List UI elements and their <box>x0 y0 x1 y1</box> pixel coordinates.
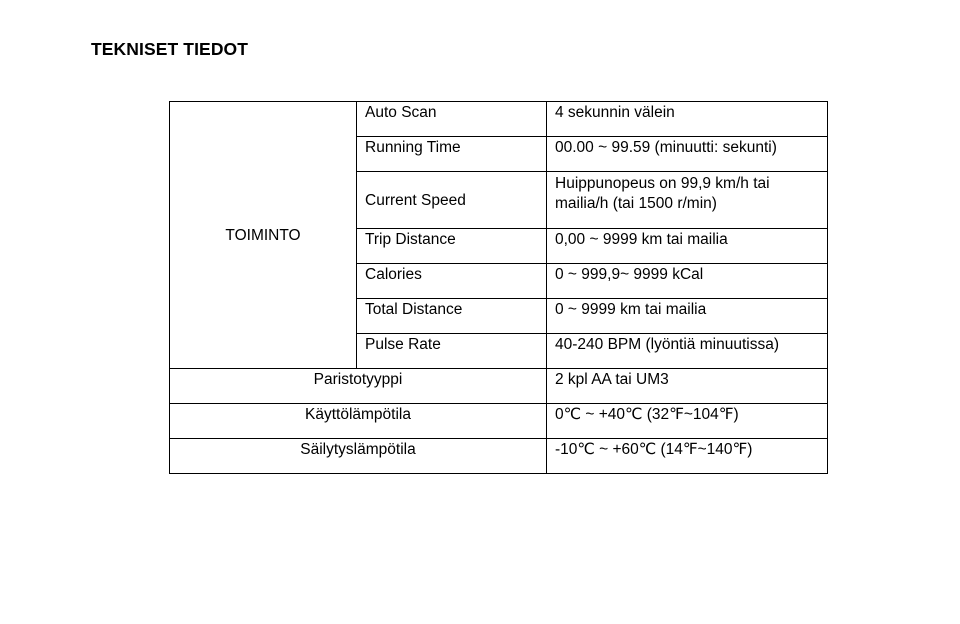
function-name-cell: Auto Scan <box>357 102 547 137</box>
function-value-cell: 0 ~ 9999 km tai mailia <box>547 299 828 334</box>
function-name-cell: Calories <box>357 264 547 299</box>
table-row <box>170 102 828 137</box>
function-name-cell: Current Speed <box>357 172 547 229</box>
function-name-cell: Pulse Rate <box>357 334 547 369</box>
spec-name-cell: Käyttölämpötila <box>170 404 547 439</box>
table-row <box>170 369 828 404</box>
spec-value-cell: 0℃ ~ +40℃ (32℉~104℉) <box>547 404 828 439</box>
function-value-cell: 40-240 BPM (lyöntiä minuutissa) <box>547 334 828 369</box>
spec-name-cell: Säilytyslämpötila <box>170 439 547 474</box>
spec-value-cell: -10℃ ~ +60℃ (14℉~140℉) <box>547 439 828 474</box>
function-value-cell <box>547 172 828 229</box>
group-label: TOIMINTO <box>225 226 301 244</box>
function-name-cell: Total Distance <box>357 299 547 334</box>
group-label-cell <box>170 102 357 369</box>
function-name-cell: Trip Distance <box>357 229 547 264</box>
page-title: TEKNISET TIEDOT <box>91 39 249 59</box>
value-line: mailia/h (tai 1500 r/min) <box>555 195 717 212</box>
function-value-cell: 0,00 ~ 9999 km tai mailia <box>547 229 828 264</box>
function-value-cell: 0 ~ 999,9~ 9999 kCal <box>547 264 828 299</box>
table-row <box>170 439 828 474</box>
specifications-table <box>169 101 828 474</box>
function-value-cell: 4 sekunnin välein <box>547 102 828 137</box>
spec-name-cell: Paristotyyppi <box>170 369 547 404</box>
value-line: Huippunopeus on 99,9 km/h tai <box>555 175 770 192</box>
function-value-cell: 00.00 ~ 99.59 (minuutti: sekunti) <box>547 137 828 172</box>
function-name-cell: Running Time <box>357 137 547 172</box>
spec-value-cell: 2 kpl AA tai UM3 <box>547 369 828 404</box>
table-row <box>170 404 828 439</box>
